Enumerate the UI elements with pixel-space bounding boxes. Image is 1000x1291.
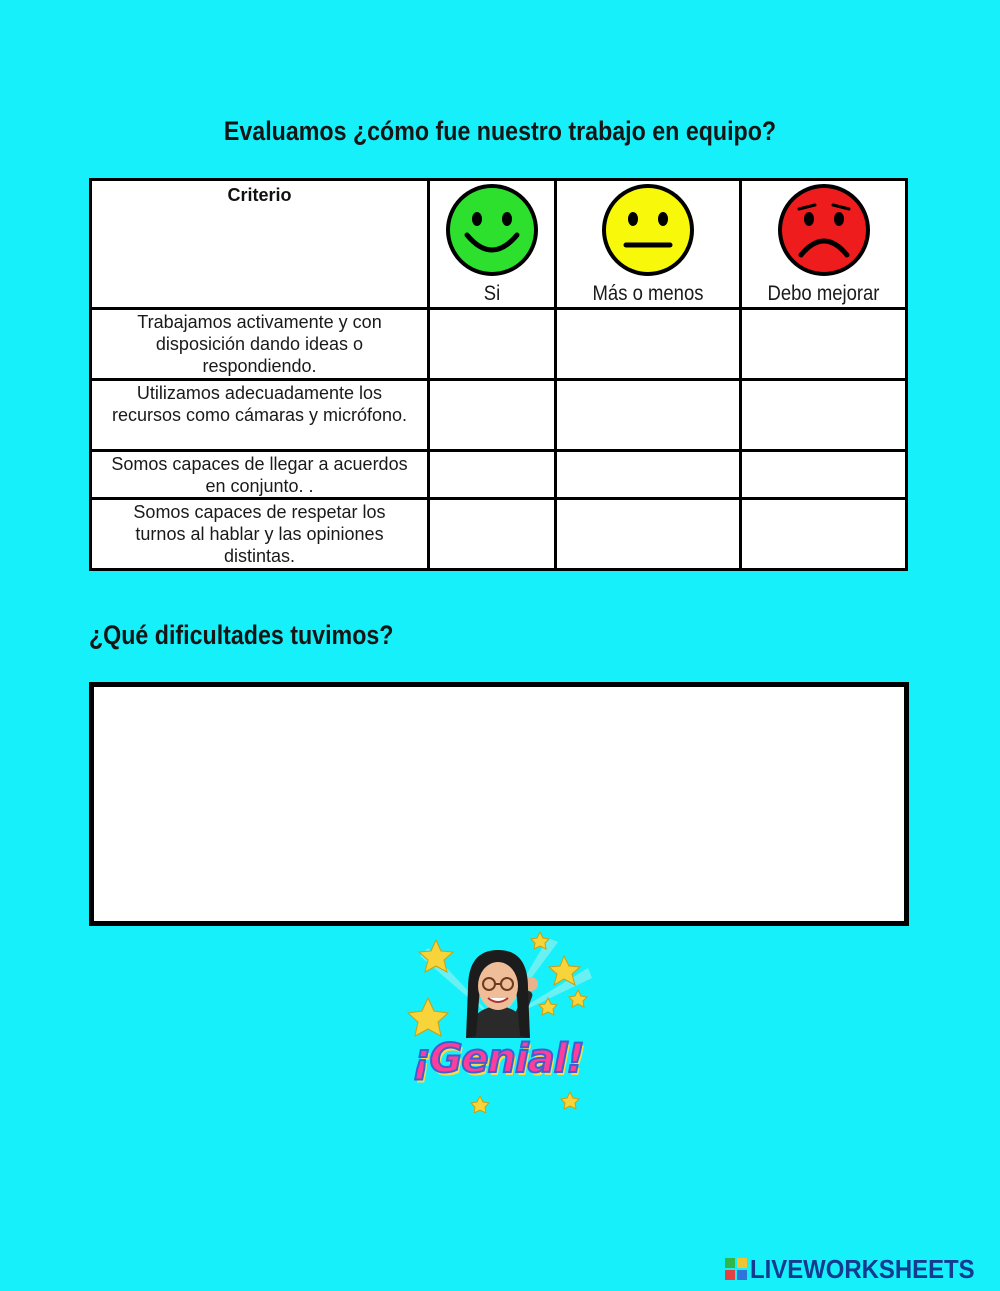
criterion-text: Somos capaces de respetar los turnos al hablar y las opiniones distintas. — [133, 502, 386, 566]
rating-header-si — [429, 180, 556, 309]
table-row — [91, 380, 907, 451]
criterion-cell — [91, 451, 429, 499]
answer-cell-si[interactable] — [429, 499, 556, 570]
criterion-text: Utilizamos adecuadamente los recursos como cámaras y micrófono. — [111, 383, 408, 425]
happy-face-icon — [445, 183, 539, 277]
criterion-header-cell — [91, 180, 429, 309]
answer-cell-mas-o-menos[interactable] — [556, 380, 741, 451]
criterion-cell — [91, 380, 429, 451]
genial-text: ¡Genial! — [412, 1036, 584, 1082]
footer-brand[interactable] — [725, 1253, 994, 1285]
footer-brand-text: LIVEWORKSHEETS — [749, 1253, 975, 1284]
neutral-face-icon — [601, 183, 695, 277]
sad-face-icon — [777, 183, 871, 277]
table-row — [91, 309, 907, 380]
criterion-cell — [91, 499, 429, 570]
rating-label-mas-o-menos: Más o menos — [592, 282, 704, 305]
answer-cell-debo-mejorar[interactable] — [741, 499, 907, 570]
table-header-row — [91, 180, 907, 309]
answer-cell-si[interactable] — [429, 380, 556, 451]
evaluation-table — [89, 178, 908, 571]
answer-cell-mas-o-menos[interactable] — [556, 451, 741, 499]
answer-cell-debo-mejorar[interactable] — [741, 309, 907, 380]
criterion-text: Somos capaces de llegar a acuerdos en conjunto. . — [111, 454, 408, 496]
liveworksheets-logo-icon — [725, 1258, 747, 1280]
rating-label-debo-mejorar: Debo mejorar — [767, 282, 880, 305]
answer-cell-debo-mejorar[interactable] — [741, 380, 907, 451]
answer-cell-debo-mejorar[interactable] — [741, 451, 907, 499]
question-label: ¿Qué dificultades tuvimos? — [89, 620, 394, 650]
avatar-genial-sticker — [398, 928, 598, 1113]
answer-cell-si[interactable] — [429, 309, 556, 380]
rating-label-si: Si — [483, 282, 501, 305]
criterion-cell — [91, 309, 429, 380]
rating-header-debo-mejorar — [741, 180, 907, 309]
answer-cell-si[interactable] — [429, 451, 556, 499]
page-title: Evaluamos ¿cómo fue nuestro trabajo en equipo? — [223, 116, 777, 146]
rating-header-mas-o-menos — [556, 180, 741, 309]
table-row — [91, 499, 907, 570]
answer-cell-mas-o-menos[interactable] — [556, 499, 741, 570]
answer-cell-mas-o-menos[interactable] — [556, 309, 741, 380]
criterion-header: Criterio — [227, 185, 292, 205]
difficulties-answer-input[interactable] — [89, 682, 909, 926]
table-row — [91, 451, 907, 499]
criterion-text: Trabajamos activamente y con disposición dando ideas o respondiendo. — [137, 312, 382, 376]
